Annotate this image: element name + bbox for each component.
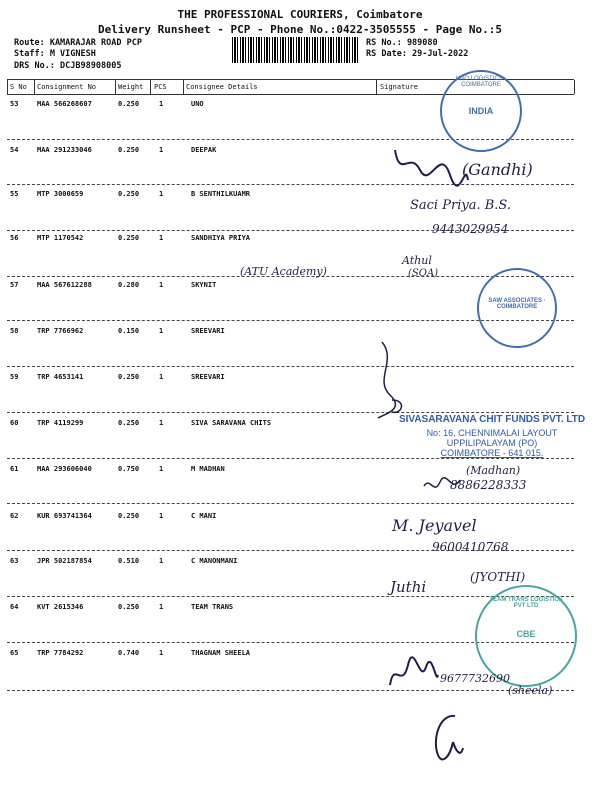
cell-pcs: 1: [159, 146, 164, 154]
company-stamp-addr2: UPPILIPALAYAM (PO): [446, 438, 538, 448]
saw-associates-stamp: [477, 268, 557, 348]
cell-consignee: DEEPAK: [191, 146, 217, 154]
cell-consignment: TRP 7784292: [37, 649, 84, 657]
cell-sno: 55: [10, 190, 19, 198]
col-divider: [7, 80, 8, 94]
cell-weight: 0.250: [118, 419, 140, 427]
cell-sno: 54: [10, 146, 19, 154]
cell-pcs: 1: [159, 327, 164, 335]
cell-consignment: MTP 3000659: [37, 190, 84, 198]
rs-date-label: RS Date: 29-Jul-2022: [366, 49, 469, 59]
signature-juthi: Juthi: [390, 578, 427, 596]
cell-sno: 63: [10, 557, 19, 565]
row-separator: [7, 503, 574, 504]
col-header-weight: Weight: [118, 83, 144, 91]
cell-pcs: 1: [159, 234, 164, 242]
cell-weight: 0.250: [118, 100, 140, 108]
cell-sno: 59: [10, 373, 19, 381]
cell-pcs: 1: [159, 419, 164, 427]
row-separator: [7, 412, 574, 413]
cell-weight: 0.280: [118, 281, 140, 289]
signature-madhan: (Madhan): [466, 464, 521, 477]
company-stamp-addr1: No: 16, CHENNIMALAI LAYOUT: [426, 428, 558, 438]
cell-sno: 65: [10, 649, 19, 657]
phone-sheela: 9677732690: [440, 672, 510, 685]
cell-weight: 0.750: [118, 465, 140, 473]
signature-scribble-58-59: [372, 340, 412, 420]
col-header-signature: Signature: [380, 83, 418, 91]
cell-consignee: THAGNAM SHEELA: [191, 649, 251, 657]
signature-athul: Athul: [402, 254, 432, 267]
company-stamp-name: SIVASARAVANA CHIT FUNDS PVT. LTD: [398, 414, 586, 425]
cell-pcs: 1: [159, 603, 164, 611]
uno-stamp-text: UNO LOGISTICS · COIMBATORE: [455, 76, 507, 88]
col-divider: [574, 80, 575, 94]
cell-sno: 53: [10, 100, 19, 108]
row-separator: [7, 184, 574, 185]
cell-weight: 0.510: [118, 557, 140, 565]
cell-consignment: KVT 2615346: [37, 603, 84, 611]
signature-scribble-61: [422, 474, 462, 496]
cell-consignee: SREEVARI: [191, 373, 225, 381]
signature-sacipriya: Saci Priya. B.S.: [410, 198, 511, 213]
cell-consignee: M MADHAN: [191, 465, 225, 473]
cell-consignment: MAA 291233046: [37, 146, 92, 154]
cell-sno: 64: [10, 603, 19, 611]
cell-consignee: SREEVARI: [191, 327, 225, 335]
phone-jeyavel: 9600410768: [432, 540, 509, 554]
note-soa: (SOA): [408, 268, 439, 279]
cell-consignee: TEAM TRANS: [191, 603, 234, 611]
cell-sno: 62: [10, 512, 19, 520]
cell-pcs: 1: [159, 465, 164, 473]
col-header-sno: S No: [10, 83, 27, 91]
cell-pcs: 1: [159, 512, 164, 520]
col-header-pcs: PCS: [154, 83, 167, 91]
saw-stamp-text: SAW ASSOCIATES · COIMBATORE: [488, 298, 546, 310]
signature-scribble-54: [390, 140, 470, 190]
cell-sno: 61: [10, 465, 19, 473]
uno-stamp-center: INDIA: [468, 106, 494, 116]
cell-consignee: SIVA SARAVANA CHITS: [191, 419, 272, 427]
runsheet-title: Delivery Runsheet - PCP - Phone No.:0422-3505555 - Page No.:5: [98, 23, 502, 36]
cell-sno: 60: [10, 419, 19, 427]
phone-sacipriya: 9443029954: [432, 222, 509, 236]
drs-label: DRS No.: DCJB98908005: [14, 61, 122, 71]
cell-weight: 0.740: [118, 649, 140, 657]
cell-sno: 57: [10, 281, 19, 289]
route-label: Route: KAMARAJAR ROAD PCP: [14, 38, 142, 48]
cell-consignment: MAA 566268607: [37, 100, 92, 108]
cell-pcs: 1: [159, 281, 164, 289]
cell-consignee: B SENTHILKUAMR: [191, 190, 251, 198]
cell-consignment: JPR 502187854: [37, 557, 92, 565]
cell-consignment: MTP 1170542: [37, 234, 84, 242]
col-divider: [150, 80, 151, 94]
bottom-signature: [425, 712, 465, 762]
cell-consignment: TRP 4119299: [37, 419, 84, 427]
cell-pcs: 1: [159, 557, 164, 565]
note-atu-academy: (ATU Academy): [240, 265, 327, 278]
signature-gandhi: (Gandhi): [462, 160, 533, 179]
note-sheela: (sheela): [508, 684, 553, 697]
cell-weight: 0.250: [118, 512, 140, 520]
signature-jeyavel: M. Jeyavel: [392, 516, 477, 535]
cell-consignee: C MANI: [191, 512, 217, 520]
cell-sno: 58: [10, 327, 19, 335]
cell-consignee: UNO: [191, 100, 204, 108]
cell-weight: 0.250: [118, 373, 140, 381]
note-jyothi: (JYOTHI): [470, 570, 526, 584]
col-divider: [34, 80, 35, 94]
cell-pcs: 1: [159, 373, 164, 381]
cell-consignment: KUR 693741364: [37, 512, 92, 520]
cell-consignment: MAA 293606040: [37, 465, 92, 473]
rs-no-label: RS No.: 989080: [366, 38, 438, 48]
team-stamp-text: TEAM TRANS LOGISTICS PVT LTD: [489, 597, 563, 609]
team-stamp-center: CBE: [516, 629, 536, 639]
signature-scribble-65: [386, 655, 441, 695]
cell-weight: 0.150: [118, 327, 140, 335]
company-title: THE PROFESSIONAL COURIERS, Coimbatore: [177, 8, 423, 21]
cell-weight: 0.250: [118, 146, 140, 154]
company-stamp-addr3: COIMBATORE - 641 015.: [440, 448, 544, 458]
row-separator: [7, 690, 574, 691]
col-header-consignment: Consignment No: [37, 83, 97, 91]
col-divider: [376, 80, 377, 94]
cell-pcs: 1: [159, 649, 164, 657]
row-separator: [7, 458, 574, 459]
cell-consignee: C MANONMANI: [191, 557, 238, 565]
cell-consignment: MAA 567612288: [37, 281, 92, 289]
cell-consignee: SKYNIT: [191, 281, 217, 289]
cell-pcs: 1: [159, 100, 164, 108]
sivasaravana-company-stamp: [392, 414, 592, 458]
cell-weight: 0.250: [118, 603, 140, 611]
cell-consignment: TRP 4653141: [37, 373, 84, 381]
row-separator: [7, 366, 574, 367]
cell-weight: 0.250: [118, 190, 140, 198]
staff-label: Staff: M VIGNESH: [14, 49, 96, 59]
phone-madhan: 8886228333: [450, 478, 527, 492]
cell-consignment: TRP 7766962: [37, 327, 84, 335]
cell-weight: 0.250: [118, 234, 140, 242]
col-divider: [183, 80, 184, 94]
barcode: [232, 37, 358, 63]
cell-consignee: SANDHIYA PRIYA: [191, 234, 251, 242]
cell-pcs: 1: [159, 190, 164, 198]
col-divider: [115, 80, 116, 94]
col-header-consignee: Consignee Details: [186, 83, 258, 91]
cell-sno: 56: [10, 234, 19, 242]
